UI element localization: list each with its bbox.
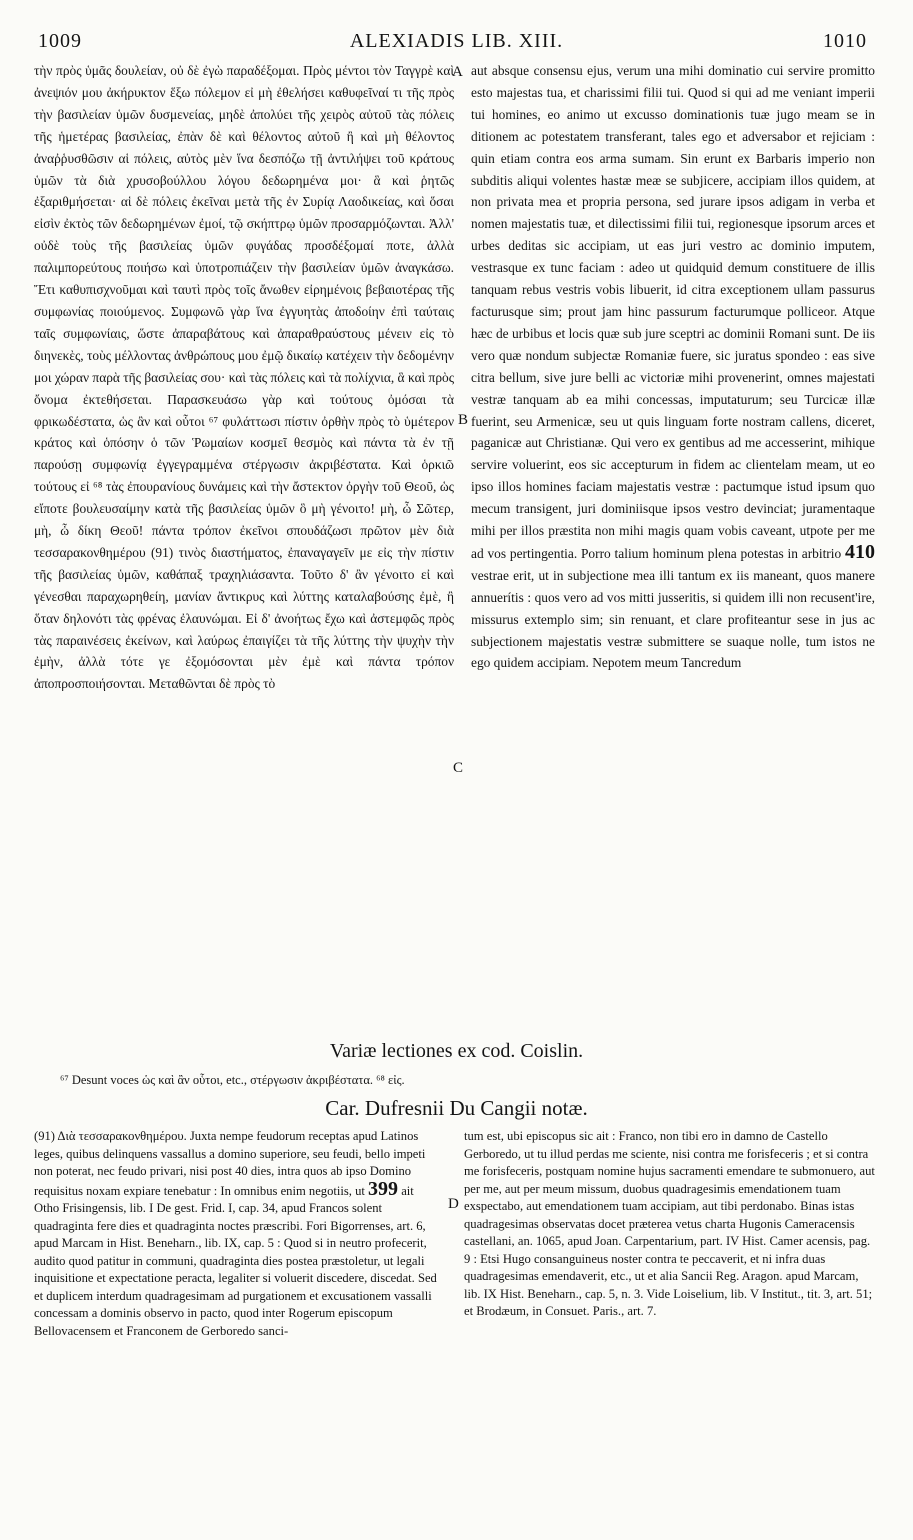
- notes-left-column: [34, 1128, 440, 1340]
- note-page-mark: 399: [368, 1177, 399, 1200]
- page-number-left: 1009: [38, 30, 82, 52]
- latin-translation: [471, 60, 875, 674]
- latin-text-part2: vestrae erit, ut in subjectione mea illi tantum ex iis maneant, quos manere annuerítis : quos vero ad vos mitti jusseritis, si quidem illi non recusent'ire, missurus extemplo sim; sin renuant, et clare profiteantur sese in jus ac subjectionem majestatis vestræ submittere se suaque nolle, tum istos ne ego quidem accipiam. Nepotem meum Tancredum: [471, 567, 875, 671]
- latin-text-part1: aut absque consensu ejus, verum una mihi dominatio cui servire promitto esto majestas tua, et charissimi filii tui. Quod si qui ad me veniant imperii tui homines, eo animo ut excusso dominationis tuæ jugo meam se in ditionem ac potestatem transferant, tales ego et adversabor et rejiciam : quin etiam contra eos arma sumam. Sin erunt ex Barbaris imperio non subditis aliqui volentes hastæ meæ se subjicere, accipiam illos quidem, at non privata mea et propria persona, sed jurare ipsos adigam in verba et nomen majestatis tuæ, et dilectissimi filii tui, regionesque ipsorum arces et urbes deditas sic accipiam, ut eas juri vestro ac dominio imputem, vestrasque ex tunc faciam : adeo ut quidquid demum constituere de illis tanquam rebus vestris vobis libuerit, id citra exceptionem ullam passurus facturusque sim; prout jam hinc passurum facturumque polliceor. Atque hæc de urbibus et locis quæ sub jure sceptri ac dominii Romani sunt. De iis vero quæ nondum subjectæ Romaniæ fuere, sic juratus spondeo : eas sive citra bellum, sive jure belli ac victoriæ mihi provenerint, omnes majestati vestræ tanquam ab ea mihi concessas, imputaturum; seu Turcicæ illæ fuerint, seu Armenicæ, seu ut quis linguam forte nostram callens, diceret, paganicæ aut Christianæ. Qui vero ex gentibus ad me accesserint, mihique servire voluerint, eos sic accepturum in fidem ac clientelam meam, ut eo ipso illos homines faciam majestatis vestræ : pactumque istud ipsum quo mecum transigent, juri dominiisque ipsos vestro devinciat; juramentaque mihi per illos præstita non mihi magis quam vobis caveant, utpote per me ad vos pertingentia. Porro talium hominum plena potestas in arbitrio: [471, 63, 875, 561]
- greek-text: τὴν πρὸς ὑμᾶς δουλείαν, οὐ δὲ ἐγὼ παραδέξομαι. Πρὸς μέντοι τὸν Ταγγρὲ καὶ ἀνεψιόν μου ἀκήρυκτον ἕξω πόλεμον εἰ μὴ ἐθελήσει καθυφεῖναί τι τῆς πρὸς τὴν βασιλείαν ὑμῶν δυσμενείας, μηδὲ ἀπολύει τῆς χειρὸς αὐτοῦ τὰς πόλεις τῆς ἡμετέρας βασιλείας, ἐπὰν δὲ καὶ θέλοντος αὐτοῦ ἢ καὶ μὴ θέλοντος ἀναῤῥυσθῶσιν αἱ πόλεις, αὐτὸς μὲν ἵνα δεσπόζω τῇ ἀντιλήψει τοῦ κράτους ὑμῶν τὰ διὰ χρυσοβούλλου λόγου δεδωρημένα μοι· ἃ καὶ ῥητῶς ἐξαριθμήσεται· αἱ δὲ πόλεις ἐκεῖναι μετὰ τῆς ἐν Συρίᾳ Λαοδικείας, καὶ ὅσαι εἰσὶν ἐκτὸς τῶν δεδωρημένων ἐμοί, τῷ σκήπτρῳ ὑμῶν προσαρμόζωνται. Ἀλλ' οὐδὲ τοὺς τῆς βασιλείας ὑμῶν φυγάδας προσδέξομαί ποτε, ἀλλὰ παλιμπορεύτους ποιήσω καὶ ὑποτροπιάζειν τὴν βασιλείαν ὑμῶν ἀναγκάσω. Ἔτι καθυπισχνοῦμαι καὶ ταυτὶ πρὸς τοῖς ἄνωθεν εἰρημένοις βεβαιοτέρας τῆς συμφωνίας ποιούμενος. Συμφωνῶ γὰρ ἵνα ἐγγυητὰς ἀποδοίην ἐπὶ ταύταις ταῖς συμφωνίαις, ὥστε ἀπαραβάτους καὶ ἀπαραθραύστους μένειν εἰς τὸ διηνεκὲς, τοὺς μέλλοντας ἀνθρώπους μου ἐμῷ δικαίῳ κατέχειν τὴν δεδομένην μοι χώραν παρὰ τῆς βασιλείας σου· καὶ τὰς πόλεις καὶ τὰ πολίχνια, ἃ καὶ πρὸς ὄνομα ἐκτεθήσεται. Παρασκευάσω γὰρ καὶ τούτους ὀμόσαι τὰ φρικωδέστατα, ὡς ἂν καὶ οὗτοι ⁶⁷ φυλάττωσι πίστιν ὀρθὴν πρὸς τὸ ὑμέτερον κράτος καὶ ὁπόσην ὁ τῶν Ῥωμαίων κοσμεῖ θεσμὸς καὶ πάντα τὰ ἐν τῇ παρούσῃ συμφωνίᾳ ἐγγεγραμμένα στέργωσιν ἀκριβέστατα. Καὶ ὁρκιῶ τούτους εἰ ⁶⁸ τὰς ἐπουρανίους δυνάμεις καὶ τὴν ἄστεκτον ὀργὴν τοῦ Θεοῦ, ὡς εἴποτε βουλευσαίμην κατὰ τῆς βασιλείας ὑμῶν ὃ μὴ γένοιτο! μὴ, ὦ Σῶτερ, μὴ, ὦ δίκη Θεοῦ! πάντα τρόπον ἐκεῖνοι σπουδάζωσι πρῶτον μὲν διὰ τεσσαρακονθημέρου (91) τινὸς διαστήματος, ἐπαναγαγεῖν με εἰς τὴν πίστιν τῆς βασιλείας ὑμῶν, καθάπαξ τραχηλιάσαντα. Τοῦτο δ' ἂν γένοιτο εἰ καὶ γένεσθαι παραχωρηθείη, μανίαν ἄντικρυς καὶ λύττης καταλαβούσης ἐμὲ, ἢ ὅταν δηλονότι τὰς φρένας ἐλαυνώμαι. Εἰ δ' ἀνοήτως ἔχω καὶ ἀστεμφῶς πρὸς τὰς παραινέσεις ἐκείνων, καὶ λαύρως ἐπαιγίζει τὰ τῆς λύττης τὴν ψυχὴν τὴν ἐμὴν, ἀλλὰ τότε γε ἐξομόσονται μὲν ἐμὲ καὶ πάντα τρόπον ἀποπροσποιήσονται. Μεταθῶνται δὲ πρὸς τὸ: [34, 63, 454, 692]
- margin-marker-c: C: [453, 760, 464, 776]
- greek-column: [34, 60, 454, 695]
- running-title: ALEXIADIS LIB. XIII.: [349, 30, 564, 52]
- variants-text: ⁶⁷ Desunt voces ὡς καὶ ἂν οὗτοι, etc., στέργωσιν ἀκριβέστατα. ⁶⁸ εἰς.: [60, 1073, 405, 1087]
- note-91: [34, 1128, 440, 1340]
- margin-marker-a: A: [452, 64, 463, 80]
- notes-right-column: [464, 1128, 876, 1321]
- note-text-part2: ait Otho Frisingensis, lib. I De gest. Frid. I, cap. 34, apud Francos solent quadraginta fere dies et quadraginta noctes præscribi. Fori Bigorrenses, art. 6, apud Marcam in Hist. Beneharn., lib. IX, cap. 5 : Quod si in neutro profecerit, audito quod patitur in communi, quadraginta dies postea præstoletur, ut legali inquisitione et expectatione peracta, legaliter si voluerit discedere, discedat. Sed et duplicem interdum quadragesimam ad purgationem et excusationem vassalli concessam a dominis observo in pacto, quod inter Rogerum episcopum Bellovacensem et Franconem de Gerboredo sanci-: [34, 1183, 437, 1338]
- latin-page-mark: 410: [845, 540, 875, 563]
- page-header: [26, 30, 887, 56]
- note-continuation: tum est, ubi episcopus sic ait : Franco, non tibi ero in damno de Castello Gerboredo, ut tu illud perdas me sciente, nisi contra me forisfeceris ; et si contra me forisfeceris, postquam nomine hujus sacramenti emendare te submonuero, aut per me, aut per meum missum, duobus quadragesimis emendationem tuam exspectabo, aut emendationem tuam accipiam, aut tibi perdonabo. Binas istas quadragesimas observatas docet præterea vetus charta Hugonis Cameracensis castellani, an. 1065, apud Joan. Carpentarium, part. IV Hist. Camer acensis, pag. 9 : Etsi Hugo consanguineus noster contra te peccaverit, et ni infra duas quadragesimas emendaverit, etc., ut et alia Sancii Reg. Aragon. apud Marcam, lib. IX Hist. Beneharn., cap. 5, n. 3. Vide Loiselium, lib. V Institut., tit. 3, art. 51; et Brodæum, in Consuet. Paris., art. 7.: [464, 1129, 875, 1318]
- margin-marker-d: D: [448, 1196, 459, 1212]
- variants-title: Variæ lectiones ex cod. Coislin.: [329, 1040, 584, 1062]
- note-text-part1: (91) Διὰ τεσσαρακονθημέρου. Juxta nempe feudorum receptas apud Latinos leges, quibus delinquens vassallus a domino superiore, seu feudi, bello impeti non poterat, nec feudo privari, nisi post 40 dies, intra quos ab ipso Domino requisitus noxam expiare tenebatur : In omnibus enim negotiis, ut: [34, 1129, 426, 1198]
- page-number-right: 1010: [823, 30, 867, 52]
- notes-title: Car. Dufresnii Du Cangii notæ.: [325, 1096, 588, 1120]
- latin-column: [471, 60, 875, 674]
- margin-marker-b: B: [458, 412, 469, 428]
